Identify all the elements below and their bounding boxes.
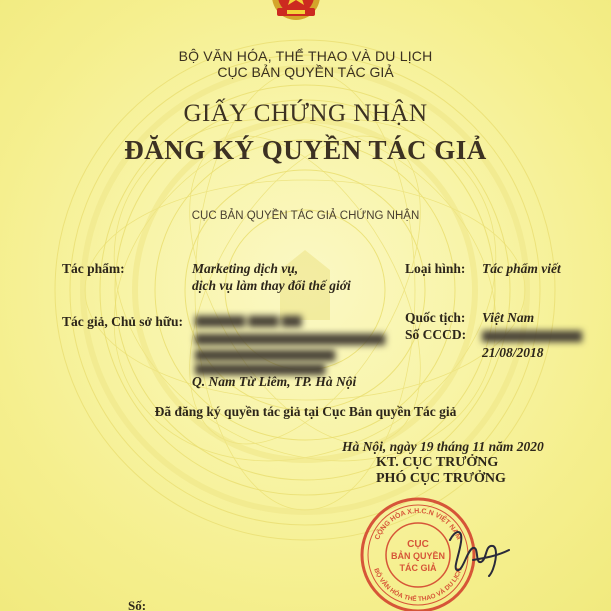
type-label: Loại hình: [405,261,466,276]
national-emblem-icon [263,0,329,20]
author-address-redacted-2: ▆▆▆▆▆▆▆▆▆▆▆▆▆ [195,360,325,375]
id-label: Số CCCD: [405,327,467,342]
certificate-title: GIẤY CHỨNG NHẬN [183,100,428,127]
work-label: Tác phẩm: [62,261,125,276]
registered-statement: Đã đăng ký quyền tác giả tại Cục Bản quyền Tác giả [154,404,457,419]
author-label: Tác giả, Chủ sở hữu: [62,314,183,329]
work-value-line1: Marketing dịch vụ, [192,261,299,276]
ministry-name: BỘ VĂN HÓA, THỂ THAO VÀ DU LỊCH [178,48,433,64]
certificate-subtitle: ĐĂNG KÝ QUYỀN TÁC GIẢ [124,135,487,165]
id-issue-date: 21/08/2018 [482,345,544,360]
signer-title-2: PHÓ CỤC TRƯỞNG [376,471,506,486]
agency-name: CỤC BẢN QUYỀN TÁC GIẢ [217,64,394,80]
nationality-value: Việt Nam [482,310,535,325]
address-tail: Q. Nam Từ Liêm, TP. Hà Nội [192,374,357,389]
work-value-line2: dịch vụ làm thay đổi thế giới [192,278,351,293]
id-number-redacted: ▆▆▆▆▆▆▆▆▆▆ [482,327,582,342]
author-org-redacted: ▆▆▆▆▆▆▆▆▆▆▆▆▆▆▆▆▆▆▆ [195,330,385,345]
nationality-label: Quốc tịch: [405,310,466,325]
certifies-statement: CỤC BẢN QUYỀN TÁC GIẢ CHỨNG NHẬN [191,210,420,222]
author-name-redacted: ▆▆▆▆▆ ▆▆▆ ▆▆ [195,312,302,327]
certificate-number-label: Số: [128,598,147,611]
author-address-redacted-1: ▆▆▆▆▆▆▆▆▆▆▆▆▆▆ [195,346,335,361]
seal-center-line1: CỤC [407,539,429,550]
place-date: Hà Nội, ngày 19 tháng 11 năm 2020 [342,439,544,454]
signer-title-1: KT. CỤC TRƯỞNG [376,455,499,470]
seal-center-line3: TÁC GIẢ [399,563,437,573]
seal-ring-top: CỘNG HÒA X.H.C.N VIỆT NAM [374,507,462,541]
signature-icon [445,520,515,580]
seal-center-line2: BẢN QUYỀN [390,551,446,561]
type-value: Tác phẩm viết [482,261,561,276]
seal-ring-bottom: BỘ VĂN HÓA THỂ THAO VÀ DU LỊCH [372,567,464,604]
